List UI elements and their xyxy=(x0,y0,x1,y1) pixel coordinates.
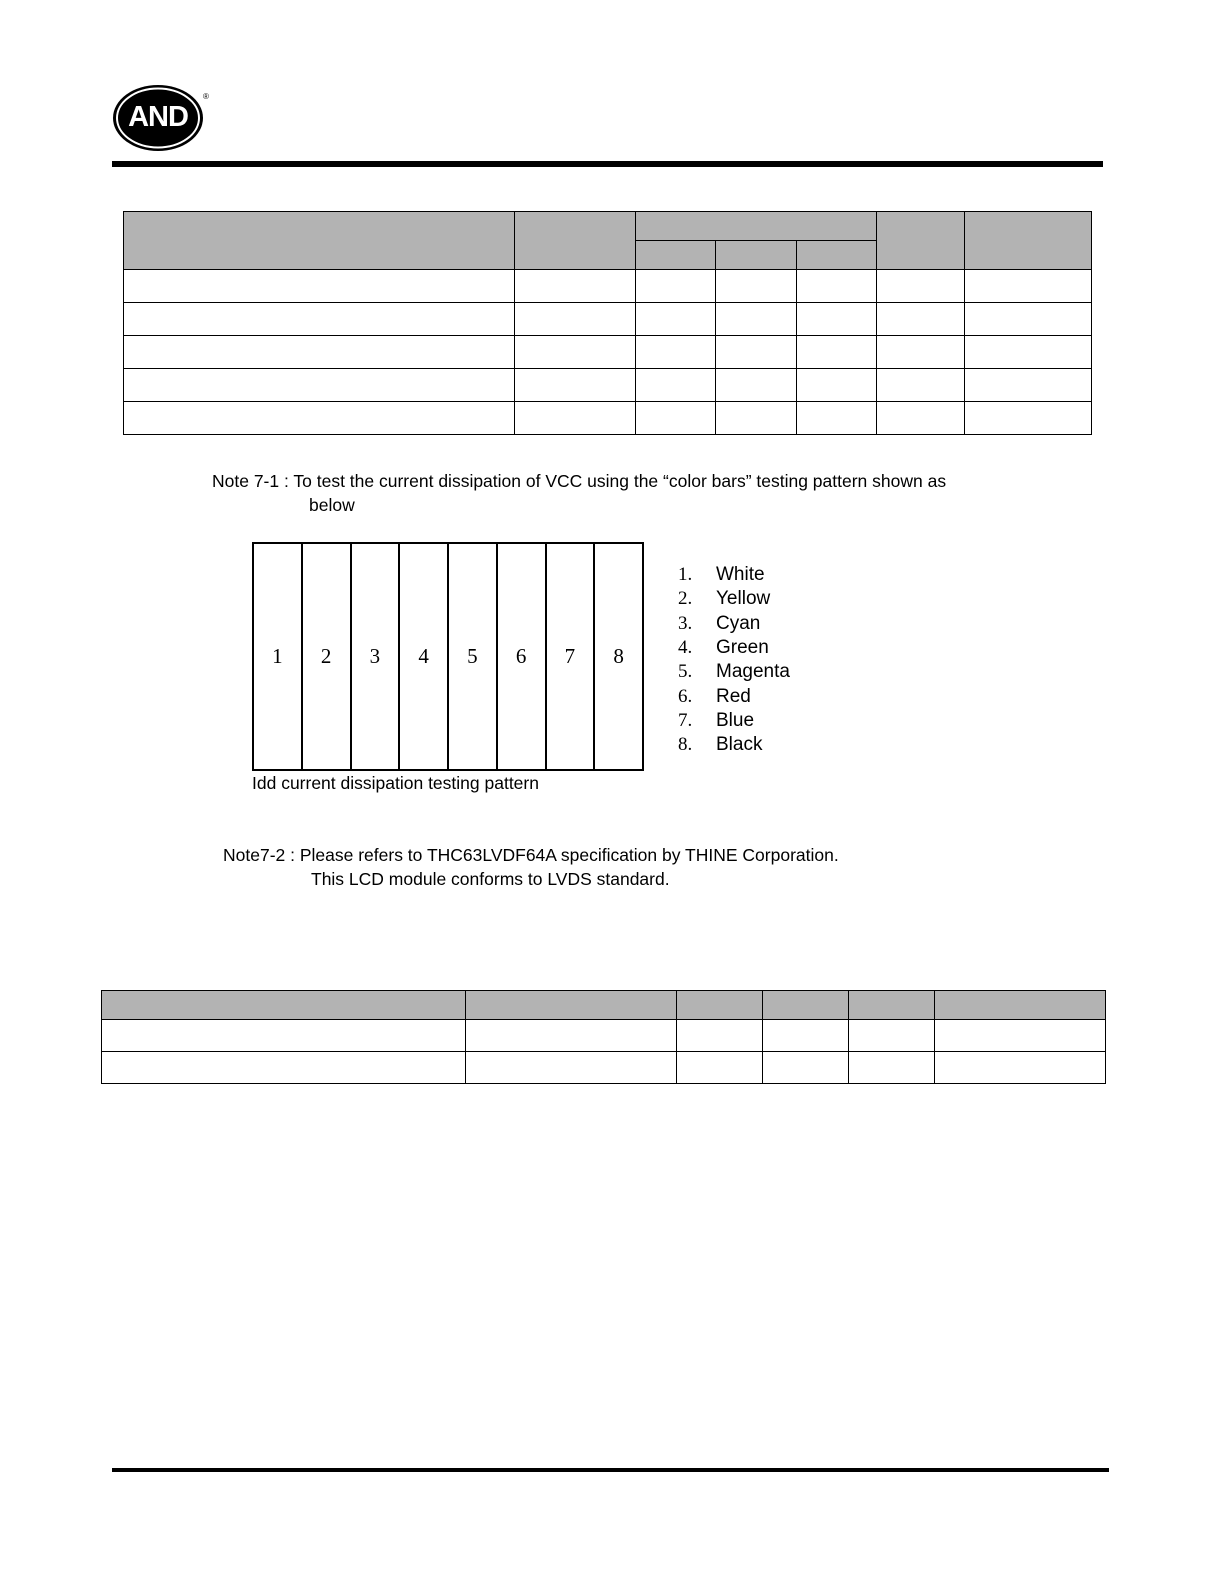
pattern-caption: Idd current dissipation testing pattern xyxy=(252,773,539,793)
header-cell xyxy=(466,991,677,1020)
legend-item: 2. Yellow xyxy=(678,588,771,610)
header-cell xyxy=(849,991,935,1020)
note-7-2-line2: This LCD module conforms to LVDS standard. xyxy=(311,869,670,889)
table-header-row xyxy=(102,991,1106,1020)
header-cell xyxy=(964,212,1091,270)
header-cell xyxy=(102,991,466,1020)
registered-mark: ® xyxy=(203,92,209,101)
legend-item: 8. Black xyxy=(678,734,763,756)
bar-6: 6 xyxy=(498,544,547,769)
note-7-2-line1: Note7-2 : Please refers to THC63LVDF64A specification by THINE Corporation. xyxy=(223,845,839,865)
bar-7: 7 xyxy=(547,544,596,769)
header-cell xyxy=(515,212,635,270)
color-legend xyxy=(678,563,790,757)
and-logo xyxy=(112,83,208,153)
footer-rule xyxy=(112,1468,1109,1472)
bar-1: 1 xyxy=(254,544,303,769)
table-row xyxy=(102,1052,1106,1084)
legend-item: 5. Magenta xyxy=(678,661,790,683)
header-cell xyxy=(763,991,849,1020)
bar-3: 3 xyxy=(352,544,401,769)
table-header-row xyxy=(124,212,1092,241)
lvds-characteristics-table xyxy=(101,990,1106,1084)
legend-item: 3. Cyan xyxy=(678,612,761,634)
header-cell xyxy=(124,212,515,270)
table-row xyxy=(124,369,1092,402)
legend-item: 4. Green xyxy=(678,637,769,659)
bar-2: 2 xyxy=(303,544,352,769)
legend-item: 1. White xyxy=(678,564,765,586)
legend-item: 7. Blue xyxy=(678,709,755,731)
table-row xyxy=(124,402,1092,435)
bar-4: 4 xyxy=(400,544,449,769)
header-cell xyxy=(876,212,964,270)
bar-8: 8 xyxy=(613,644,624,668)
bar-5: 5 xyxy=(449,544,498,769)
logo-text: AND xyxy=(128,100,188,133)
table-row xyxy=(124,336,1092,369)
legend-item: 6. Red xyxy=(678,685,751,707)
table-row xyxy=(124,270,1092,303)
header-cell xyxy=(796,241,876,270)
note-7-2 xyxy=(223,843,839,891)
table-row xyxy=(124,303,1092,336)
header-rule xyxy=(112,161,1103,167)
header-cell xyxy=(677,991,763,1020)
header-cell xyxy=(935,991,1106,1020)
header-cell xyxy=(635,212,876,241)
table-row xyxy=(102,1020,1106,1052)
note-7-1-line2: below xyxy=(309,495,355,515)
header-cell xyxy=(715,241,796,270)
electrical-characteristics-table xyxy=(123,211,1092,435)
note-7-1 xyxy=(212,469,946,517)
note-7-1-line1: Note 7-1 : To test the current dissipation of VCC using the “color bars” testing pattern shown as xyxy=(212,471,947,491)
color-bars-pattern xyxy=(252,542,644,771)
header-cell xyxy=(635,241,715,270)
